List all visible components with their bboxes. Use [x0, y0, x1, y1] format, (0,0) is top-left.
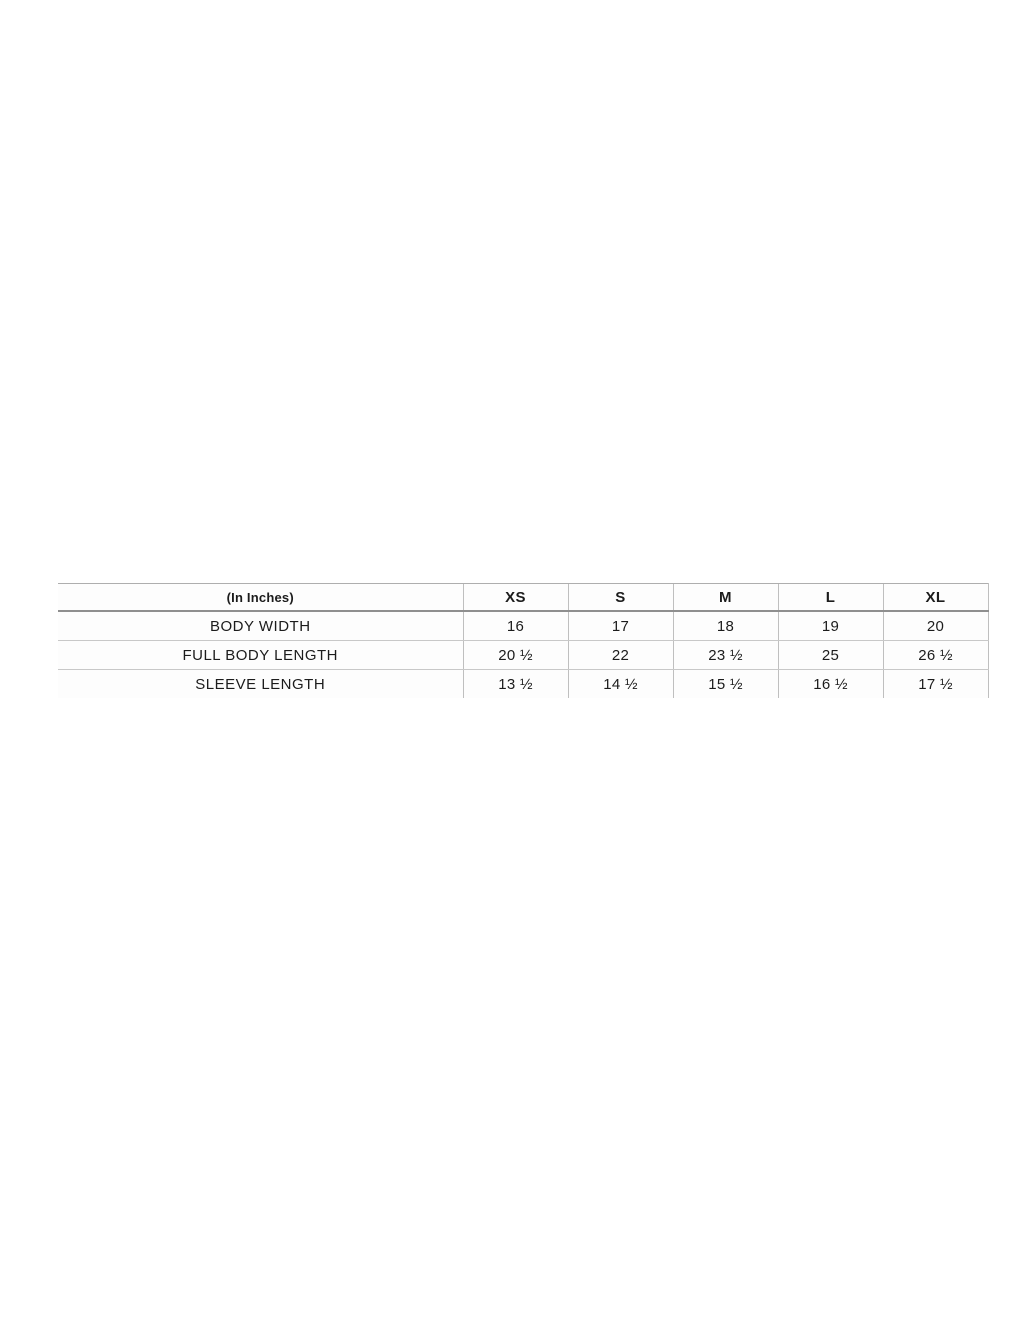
row-label-full-body-length: FULL BODY LENGTH	[58, 641, 463, 670]
size-chart-header-row	[58, 584, 988, 612]
size-chart-table	[58, 583, 989, 698]
value-full-body-length-l: 25	[778, 641, 883, 670]
size-chart	[58, 583, 988, 698]
table-row-body-width	[58, 611, 988, 641]
value-body-width-xs: 16	[463, 611, 568, 641]
row-label-sleeve-length: SLEEVE LENGTH	[195, 675, 326, 693]
value-full-body-length-xs: 20 ½	[463, 641, 568, 670]
unit-label-cell: (In Inches)	[58, 584, 463, 612]
column-header-m: M	[673, 584, 778, 612]
value-sleeve-length-xl: 17 ½	[883, 670, 988, 699]
value-body-width-l: 19	[778, 611, 883, 641]
value-full-body-length-xl: 26 ½	[883, 641, 988, 670]
value-body-width-xl: 20	[883, 611, 988, 641]
value-full-body-length-s: 22	[568, 641, 673, 670]
value-body-width-m: 18	[673, 611, 778, 641]
value-sleeve-length-l: 16 ½	[778, 670, 883, 699]
value-body-width-s: 17	[568, 611, 673, 641]
value-sleeve-length-xs: 13 ½	[463, 670, 568, 699]
row-label-body-width: BODY WIDTH	[58, 611, 463, 641]
column-header-xs: XS	[463, 584, 568, 612]
value-sleeve-length-m: 15 ½	[673, 670, 778, 699]
column-header-s: S	[568, 584, 673, 612]
table-row-sleeve-length	[58, 670, 988, 699]
column-header-l: L	[778, 584, 883, 612]
value-sleeve-length-s: 14 ½	[568, 670, 673, 699]
column-header-xl: XL	[883, 584, 988, 612]
table-row-full-body-length	[58, 641, 988, 670]
value-full-body-length-m: 23 ½	[673, 641, 778, 670]
